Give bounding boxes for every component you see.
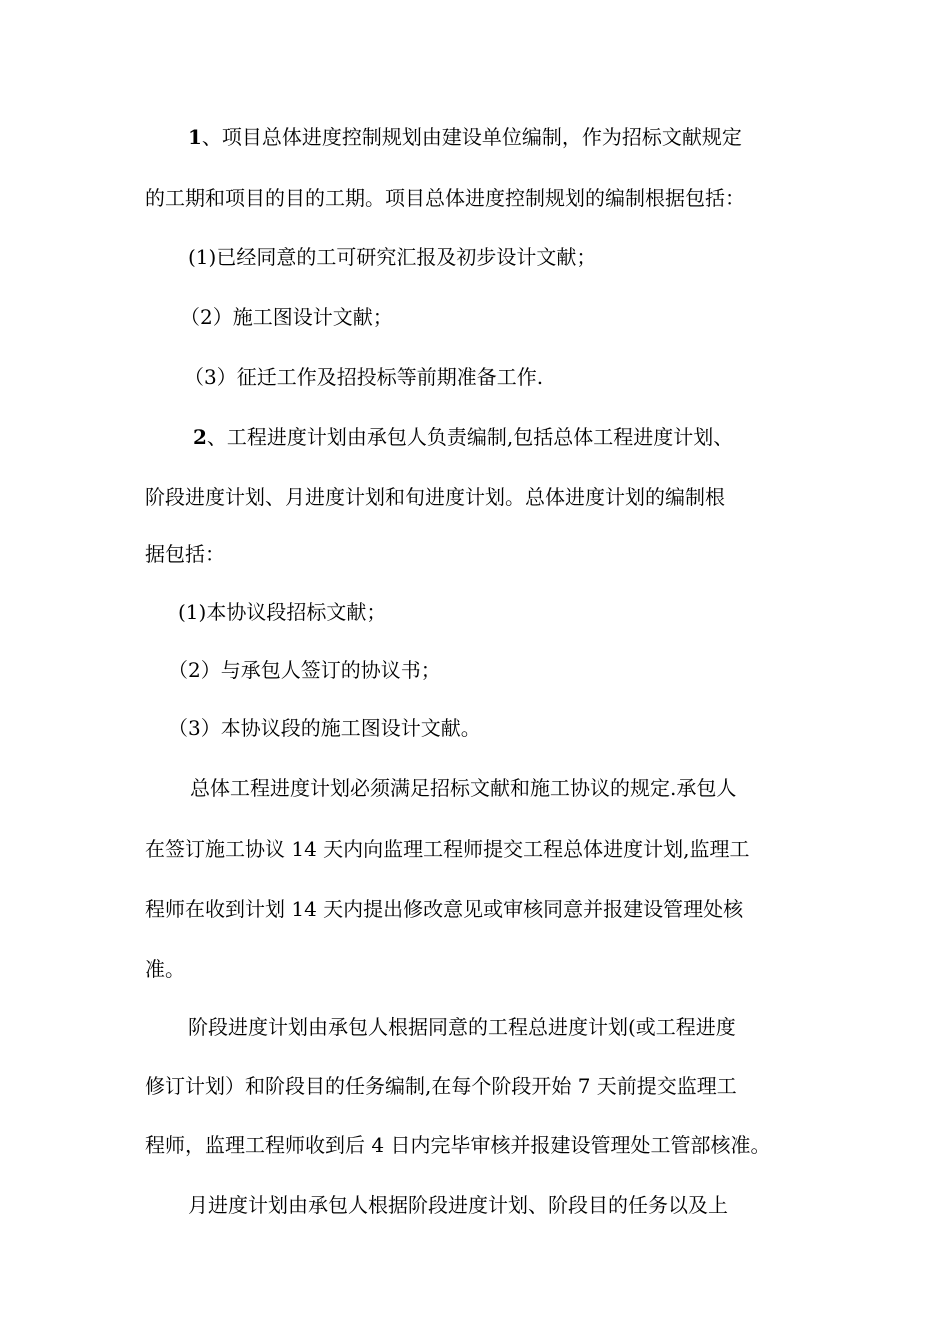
list-item-1-1: (1)已经同意的工可研究汇报及初步设计文献； (188, 245, 597, 269)
paragraph-1-line-1 (188, 125, 742, 149)
paragraph-3-line-3: 程师在收到计划 14 天内提出修改意见或审核同意并报建设管理处核 (145, 897, 744, 921)
paragraph-2-line-1 (193, 425, 733, 449)
line-text: 、项目总体进度控制规划由建设单位编制，作为招标文献规定 (201, 125, 742, 149)
paragraph-3-line-1: 总体工程进度计划必须满足招标文献和施工协议的规定.承包人 (190, 776, 737, 800)
list-item-2-1: (1)本协议段招标文献； (178, 600, 387, 624)
list-item-1-3: （3）征迁工作及招投标等前期准备工作. (184, 365, 544, 389)
paragraph-3-line-2: 在签订施工协议 14 天内向监理工程师提交工程总体进度计划,监理工 (145, 837, 750, 861)
paragraph-4-line-3: 程师，监理工程师收到后 4 日内完毕审核并报建设管理处工管部核准。 (145, 1133, 771, 1157)
paragraph-3-line-4: 准。 (145, 957, 185, 981)
list-item-2-3: （3）本协议段的施工图设计文献。 (168, 716, 481, 740)
paragraph-1-line-2: 的工期和项目的目的工期。项目总体进度控制规划的编制根据包括： (145, 186, 745, 210)
line-text: 、工程进度计划由承包人负责编制,包括总体工程进度计划、 (206, 425, 734, 449)
paragraph-4-line-2: 修订计划）和阶段目的任务编制,在每个阶段开始 7 天前提交监理工 (145, 1074, 737, 1098)
paragraph-2-line-3: 据包括： (145, 542, 225, 566)
list-item-2-2: （2）与承包人签订的协议书； (168, 658, 441, 682)
paragraph-5-line-1: 月进度计划由承包人根据阶段进度计划、阶段目的任务以及上 (188, 1193, 728, 1217)
list-item-1-2: （2）施工图设计文献； (180, 305, 393, 329)
item-number: 1 (188, 125, 202, 149)
paragraph-2-line-2: 阶段进度计划、月进度计划和旬进度计划。总体进度计划的编制根 (145, 485, 725, 509)
item-number: 2 (193, 425, 207, 449)
paragraph-4-line-1: 阶段进度计划由承包人根据同意的工程总进度计划(或工程进度 (188, 1015, 736, 1039)
